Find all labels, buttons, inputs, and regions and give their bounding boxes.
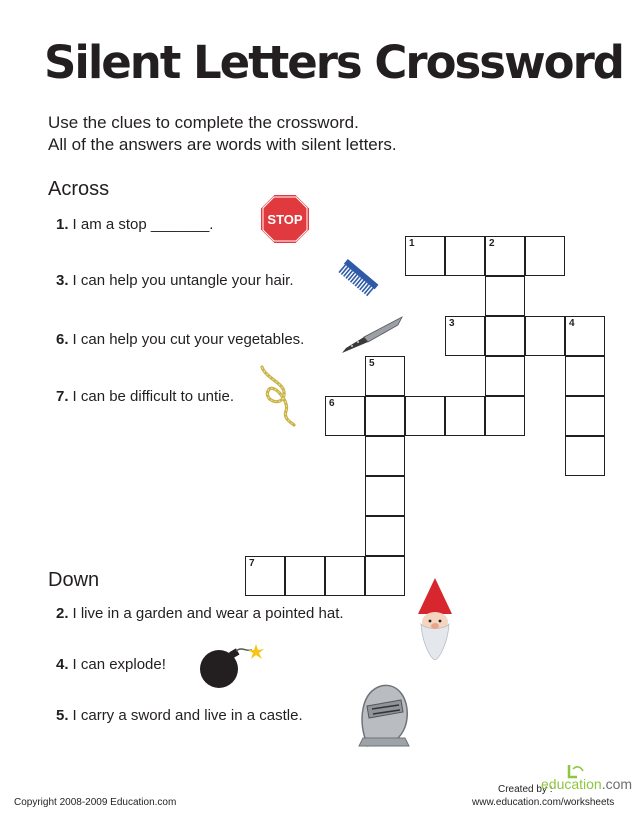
knife-icon — [340, 315, 404, 355]
across-heading: Across — [48, 178, 110, 200]
grid-cell[interactable] — [285, 556, 325, 596]
stop-sign-text: STOP — [267, 212, 303, 227]
knight-icon — [355, 680, 413, 748]
grid-cell[interactable] — [485, 396, 525, 436]
gnome-icon — [416, 578, 454, 660]
down-clue-4: 4. I can explode! — [56, 656, 166, 673]
grid-cell[interactable] — [565, 356, 605, 396]
grid-cell[interactable] — [405, 236, 445, 276]
grid-cell[interactable] — [485, 276, 525, 316]
copyright: Copyright 2008-2009 Education.com — [14, 797, 177, 808]
grid-cell[interactable] — [365, 436, 405, 476]
education-brand: education.com — [541, 776, 633, 792]
across-clue-7: 7. I can be difficult to untie. — [56, 388, 235, 405]
clue-number: 2 — [489, 238, 495, 249]
across-clue-1: 1. I am a stop _______. — [56, 216, 214, 233]
grid-cell[interactable] — [325, 556, 365, 596]
clue-number: 7 — [249, 558, 255, 569]
grid-cell[interactable] — [325, 396, 365, 436]
grid-cell[interactable] — [565, 316, 605, 356]
grid-cell[interactable] — [365, 516, 405, 556]
grid-cell[interactable] — [365, 396, 405, 436]
clue-number: 5 — [369, 358, 375, 369]
grid-cell[interactable] — [365, 356, 405, 396]
grid-cell[interactable] — [245, 556, 285, 596]
grid-cell[interactable] — [485, 316, 525, 356]
grid-cell[interactable] — [445, 396, 485, 436]
bomb-icon — [198, 642, 268, 690]
grid-cell[interactable] — [365, 556, 405, 596]
instructions — [48, 112, 397, 156]
stop-sign-icon — [259, 193, 311, 245]
down-heading: Down — [48, 569, 100, 591]
grid-cell[interactable] — [485, 236, 525, 276]
knot-icon — [256, 365, 298, 427]
grid-cell[interactable] — [565, 436, 605, 476]
clue-number: 3 — [449, 318, 455, 329]
created-by-label: Created by : — [498, 784, 553, 795]
comb-icon — [334, 254, 382, 302]
website-url[interactable]: www.education.com/worksheets — [472, 797, 615, 808]
grid-cell[interactable] — [405, 396, 445, 436]
grid-cell[interactable] — [445, 316, 485, 356]
down-clue-5: 5. I carry a sword and live in a castle. — [56, 707, 303, 724]
clue-number: 6 — [329, 398, 335, 409]
grid-cell[interactable] — [525, 316, 565, 356]
page-title: Silent Letters Crossword — [44, 36, 623, 89]
clue-number: 1 — [409, 238, 415, 249]
grid-cell[interactable] — [445, 236, 485, 276]
down-clue-2: 2. I live in a garden and wear a pointed hat. — [56, 605, 344, 622]
grid-cell[interactable] — [525, 236, 565, 276]
across-clue-6: 6. I can help you cut your vegetables. — [56, 331, 305, 348]
instruction-line: All of the answers are words with silent letters. — [48, 135, 397, 154]
grid-cell[interactable] — [565, 396, 605, 436]
clue-number: 4 — [569, 318, 575, 329]
grid-cell[interactable] — [365, 476, 405, 516]
instruction-line: Use the clues to complete the crossword. — [48, 113, 359, 132]
grid-cell[interactable] — [485, 356, 525, 396]
across-clue-3: 3. I can help you untangle your hair. — [56, 272, 294, 289]
